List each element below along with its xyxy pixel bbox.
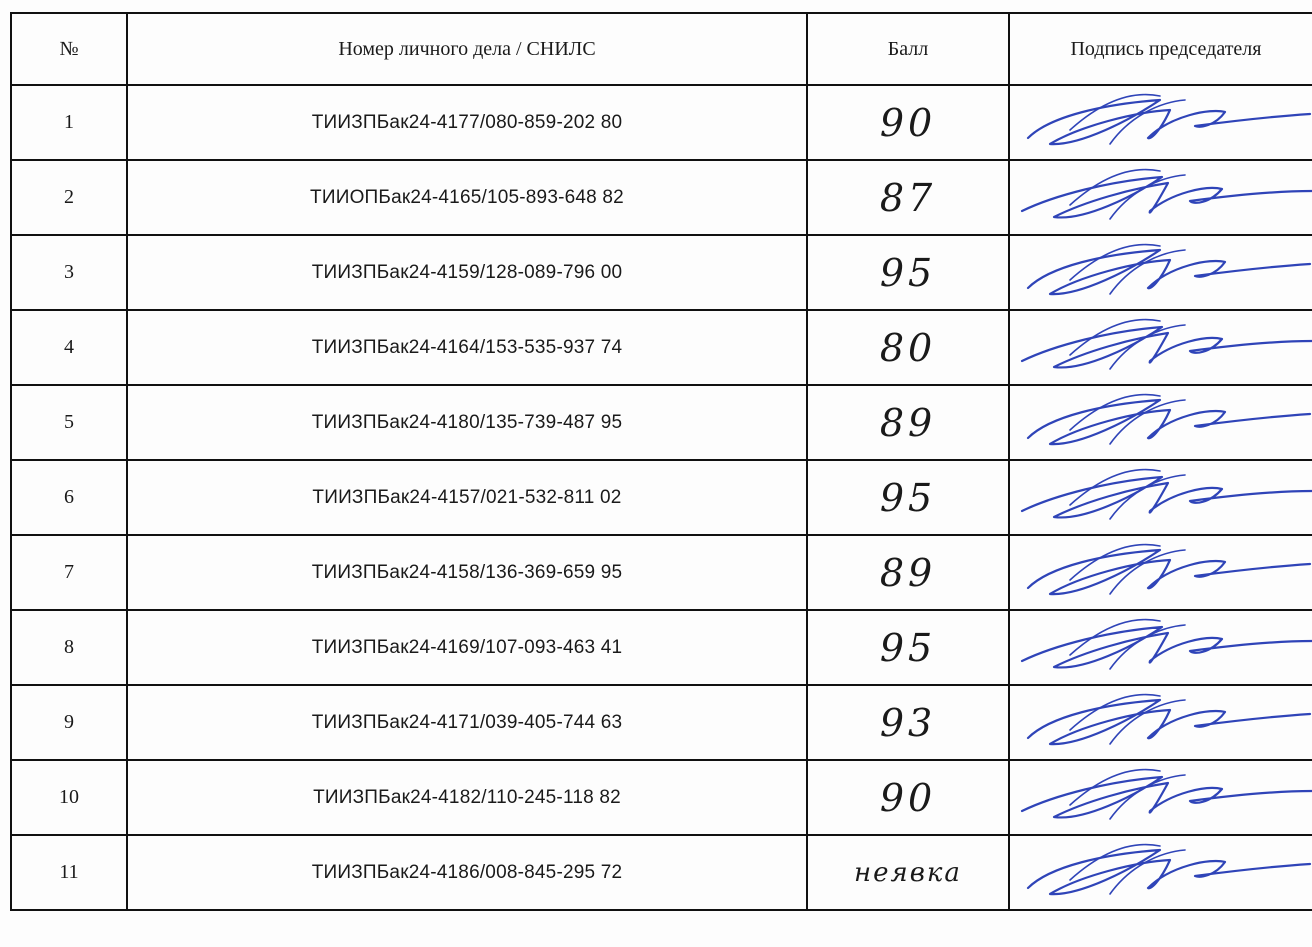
signature-scribble [1010,686,1312,759]
signature-scribble [1010,236,1312,309]
file-number-snils: ТИИЗПБак24-4157/021-532-811 02 [127,460,807,535]
signature-scribble [1010,386,1312,459]
row-number: 8 [11,610,127,685]
row-number: 10 [11,760,127,835]
file-number-snils: ТИИЗПБак24-4182/110-245-118 82 [127,760,807,835]
table-row [11,385,1312,460]
table-row [11,610,1312,685]
row-number: 5 [11,385,127,460]
signature-scribble [1010,311,1312,384]
signature-scribble [1010,461,1312,534]
row-number: 11 [11,835,127,910]
table-row [11,160,1312,235]
table-row [11,760,1312,835]
file-number-snils: ТИИЗПБак24-4177/080-859-202 80 [127,85,807,160]
table-row [11,85,1312,160]
signature-cell [1009,835,1312,910]
handwritten-score: неявка [807,835,1009,910]
file-number-snils: ТИИЗПБак24-4186/008-845-295 72 [127,835,807,910]
handwritten-score: 90 [807,85,1009,160]
handwritten-score: 80 [807,310,1009,385]
signature-scribble [1010,161,1312,234]
signature-cell [1009,235,1312,310]
handwritten-score: 87 [807,160,1009,235]
signature-cell [1009,685,1312,760]
signature-cell [1009,610,1312,685]
row-number: 2 [11,160,127,235]
header-signature: Подпись председателя [1009,13,1312,85]
signature-scribble [1010,611,1312,684]
row-number: 9 [11,685,127,760]
file-number-snils: ТИИЗПБак24-4171/039-405-744 63 [127,685,807,760]
signature-cell [1009,160,1312,235]
table-row [11,235,1312,310]
table-row [11,310,1312,385]
signature-cell [1009,85,1312,160]
row-number: 1 [11,85,127,160]
row-number: 4 [11,310,127,385]
file-number-snils: ТИИЗПБак24-4159/128-089-796 00 [127,235,807,310]
signature-cell [1009,760,1312,835]
table-row [11,685,1312,760]
signature-scribble [1010,536,1312,609]
row-number: 6 [11,460,127,535]
handwritten-score: 93 [807,685,1009,760]
handwritten-score: 95 [807,610,1009,685]
signature-cell [1009,310,1312,385]
file-number-snils: ТИИЗПБак24-4164/153-535-937 74 [127,310,807,385]
handwritten-score: 89 [807,385,1009,460]
signature-scribble [1010,836,1312,909]
file-number-snils: ТИИЗПБак24-4180/135-739-487 95 [127,385,807,460]
handwritten-score: 95 [807,235,1009,310]
file-number-snils: ТИИЗПБак24-4158/136-369-659 95 [127,535,807,610]
signature-cell [1009,535,1312,610]
table-row [11,835,1312,910]
signature-scribble [1010,86,1312,159]
table-row [11,535,1312,610]
header-number: № [11,13,127,85]
row-number: 3 [11,235,127,310]
handwritten-score: 95 [807,460,1009,535]
handwritten-score: 90 [807,760,1009,835]
handwritten-score: 89 [807,535,1009,610]
row-number: 7 [11,535,127,610]
file-number-snils: ТИИЗПБак24-4169/107-093-463 41 [127,610,807,685]
file-number-snils: ТИИОПБак24-4165/105-893-648 82 [127,160,807,235]
header-file-number: Номер личного дела / СНИЛС [127,13,807,85]
table-row [11,460,1312,535]
table-header-row [11,13,1312,85]
signature-cell [1009,460,1312,535]
signature-cell [1009,385,1312,460]
header-score: Балл [807,13,1009,85]
signature-scribble [1010,761,1312,834]
results-table [10,12,1312,911]
